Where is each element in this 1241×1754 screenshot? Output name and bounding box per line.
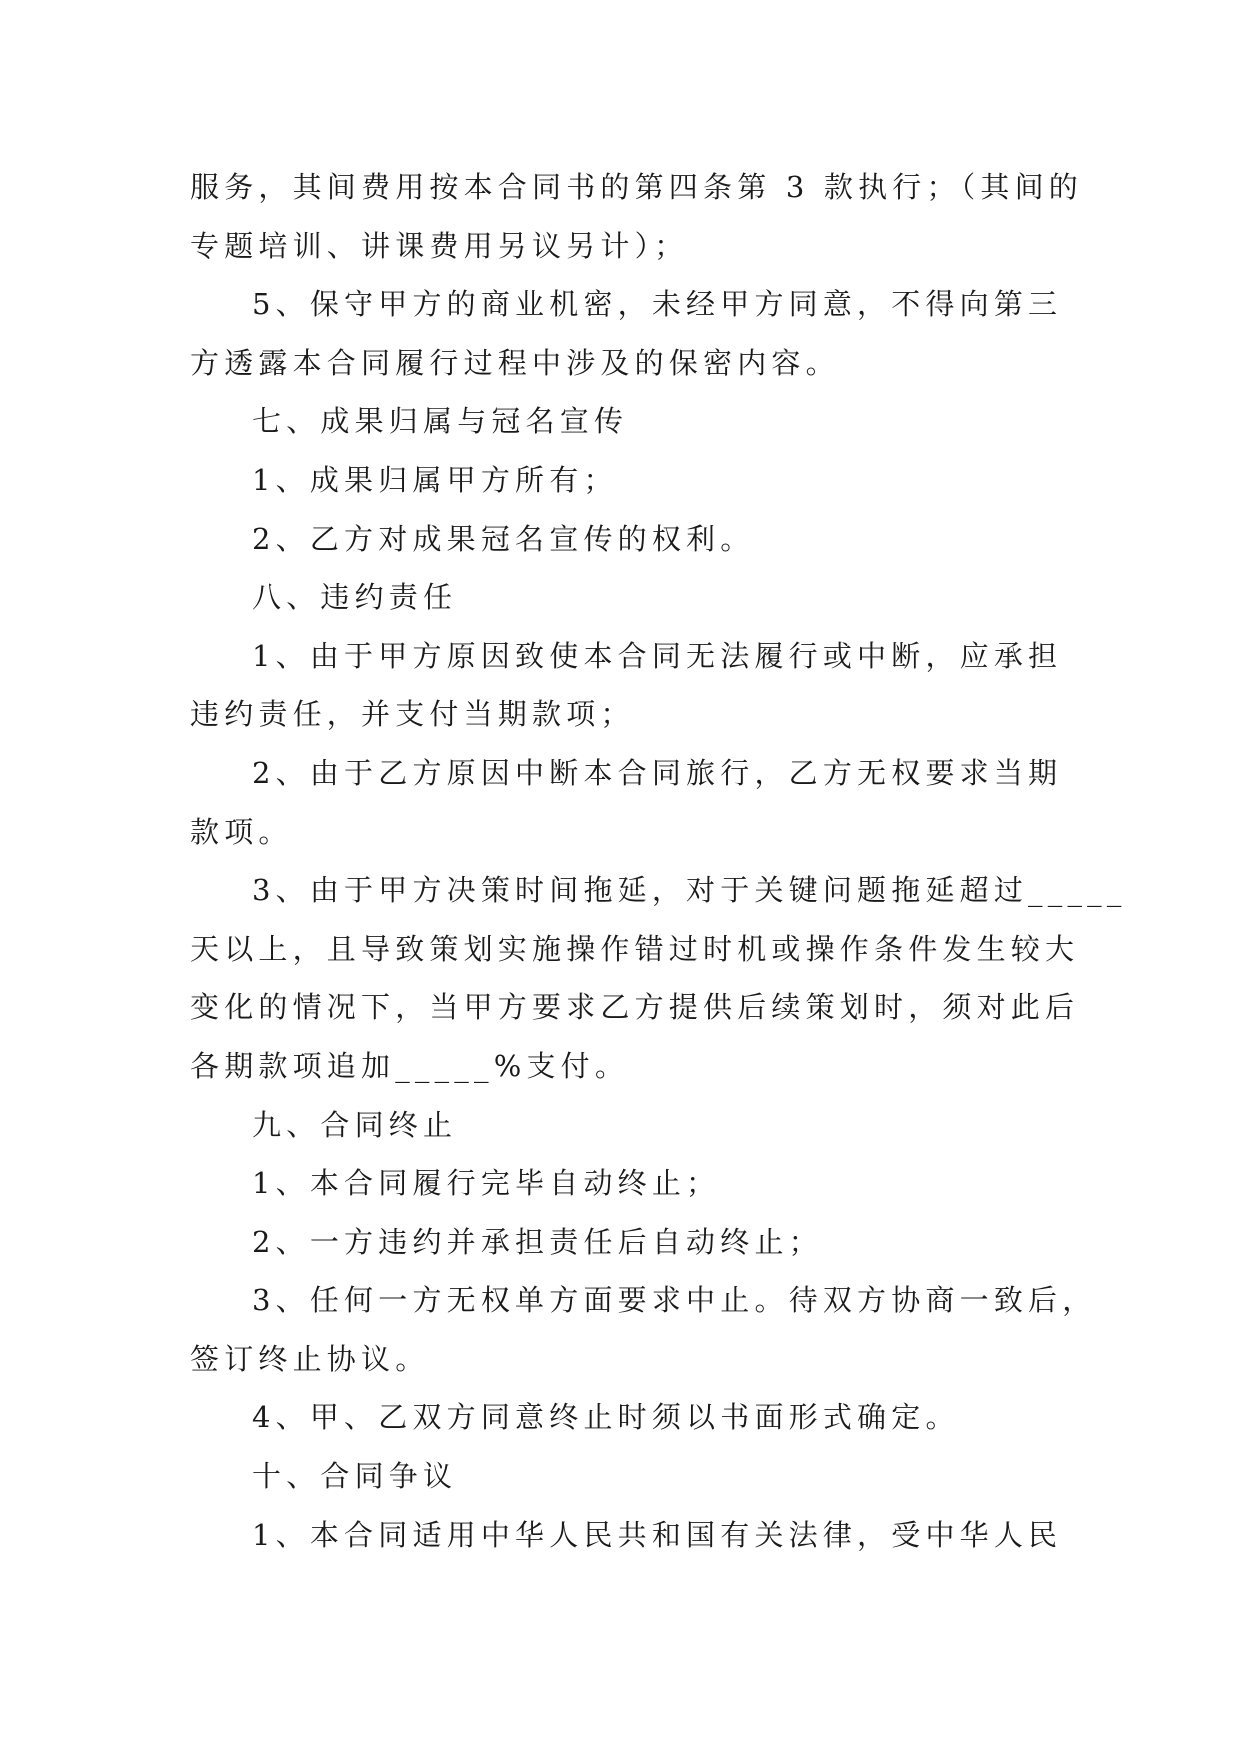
text-line: 2、由于乙方原因中断本合同旅行，乙方无权要求当期 — [252, 755, 1063, 790]
text-line: 2、一方违约并承担责任后自动终止； — [252, 1224, 823, 1259]
text-line: 各期款项追加_____%支付。 — [190, 1048, 630, 1083]
text-line: 1、本合同适用中华人民共和国有关法律，受中华人民 — [252, 1517, 1063, 1552]
text-line: 2、乙方对成果冠名宣传的权利。 — [252, 521, 755, 556]
section-heading: 七、成果归属与冠名宣传 — [252, 404, 629, 439]
document-body — [190, 158, 1127, 1564]
section-heading: 九、合同终止 — [252, 1107, 458, 1142]
text-line: 1、由于甲方原因致使本合同无法履行或中断，应承担 — [252, 638, 1063, 673]
text-line: 4、甲、乙双方同意终止时须以书面形式确定。 — [252, 1400, 960, 1435]
text-line: 1、成果归属甲方所有； — [252, 462, 618, 497]
text-line: 5、保守甲方的商业机密，未经甲方同意，不得向第三 — [252, 287, 1063, 322]
section-heading: 八、违约责任 — [252, 580, 458, 615]
text-line: 1、本合同履行完毕自动终止； — [252, 1166, 721, 1201]
text-line: 违约责任，并支付当期款项； — [190, 697, 635, 732]
text-line: 变化的情况下，当甲方要求乙方提供后续策划时，须对此后 — [190, 990, 1080, 1025]
text-line: 天以上，且导致策划实施操作错过时机或操作条件发生较大 — [190, 931, 1080, 966]
text-line: 3、任何一方无权单方面要求中止。待双方协商一致后， — [252, 1283, 1097, 1318]
text-line: 款项。 — [190, 814, 293, 849]
text-line: 方透露本合同履行过程中涉及的保密内容。 — [190, 345, 840, 380]
text-line: 专题培训、讲课费用另议另计）； — [190, 228, 689, 263]
text-line: 服务，其间费用按本合同书的第四条第 3 款执行；（其间的 — [190, 170, 1083, 204]
text-line: 签订终止协议。 — [190, 1341, 430, 1376]
text-line: 3、由于甲方决策时间拖延，对于关键问题拖延超过_____ — [252, 873, 1127, 908]
section-heading: 十、合同争议 — [252, 1459, 458, 1494]
